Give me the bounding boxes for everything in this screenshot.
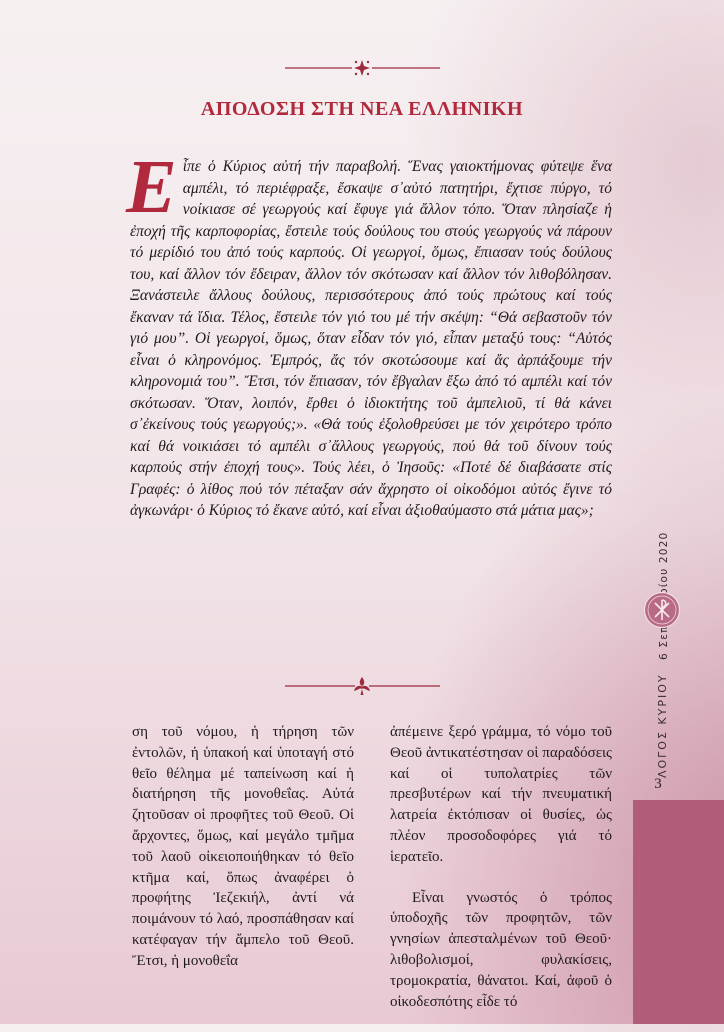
left-column-text: ση τοῦ νόμου, ἡ τήρηση τῶν ἐντολῶν, ἡ ὑπακοή καί ὑποταγή στό θεῖο θέλημα μέ ταπείνωση καί ἡ διατήρηση τῆς μονοθεΐας. Αὐτά ζητοῦσαν οἱ προφῆτες τοῦ Θεοῦ. Οἱ ἄρχοντες, ὅμως, καί μεγάλο τμῆμα τοῦ λαοῦ οἰκειοποιήθηκαν τό θεῖο κτῆμα καί, ὅπως ἀναφέρει ὁ προφήτης Ἰεζεκιήλ, ἀντί νά ποιμάνουν τό λαό, προσπάθησαν καί κατέφαγαν τήν ἄμπελο τοῦ Θεοῦ. Ἔτσι, ἡ μονοθεΐα	[132, 724, 354, 969]
left-column	[132, 722, 354, 992]
section-heading: ΑΠΟΔΟΣΗ ΣΤΗ ΝΕΑ ΕΛΛΗΝΙΚΗ	[200, 98, 524, 120]
intro-paragraph	[126, 145, 612, 522]
page-number: 3	[654, 776, 662, 792]
right-column-paragraph-2: Εἶναι γνωστός ὁ τρόπος ὑποδοχῆς τῶν προφητῶν, τῶν γνησίων ἀπεσταλμένων τοῦ Θεοῦ· λιθοβολισμοί, φυλακίσεις, τρομοκρατία, θάνατοι. Καί, ἀφοῦ ὁ οἰκοδεσπότης εἶδε τό	[390, 889, 612, 1010]
top-ornament-divider-icon	[0, 58, 724, 78]
intro-text: ἶπε ὁ Κύριος αὐτή τήν παραβολή. Ἕνας γαιοκτήμονας φύτεψε ἕνα αμπέλι, τό περιέφραξε, ἔσκαψε σ᾽αὐτό πατητήρι, ἔχτισε πύργο, τό νοίκιασε σέ γεωργούς καί ἔφυγε γιά ἄλλον τόπο. Ὅταν πλησίαζε ἡ ἐποχή τῆς καρποφορίας, ἔστειλε τούς δούλους του στούς γεωργούς νά πάρουν τό μερίδιό του ἀπό τούς καρπούς. Οἱ γεωργοί, ὅμως, ἔπιασαν τούς δούλους του, καί ἄλλον τόν ἔδειραν, ἄλλον τόν σκότωσαν καί ἄλλον τόν λιθοβόλησαν. Ξανάστειλε ἄλλους δούλους, περισσότερους ἀπό τούς πρώτους καί τούς ἔκαναν τά ἴδια. Τέλος, ἔστειλε τόν γιό του μέ τήν σκέψη: “Θά σεβαστοῦν τόν γιό μου”. Οἱ γεωργοί, ὅμως, ὅταν εἶδαν τόν γιό, εἶπαν μεταξύ τους: “Αὐτός εἶναι ὁ κληρονόμος. Ἐμπρός, ἄς τόν σκοτώσουμε καί ἄς ἀρπάξουμε τήν κληρονομιά του”. Ἔτσι, τόν ἔπιασαν, τόν ἔβγαλαν ἔξω ἀπό τό αμπέλι καί τόν σκότωσαν. Ὅταν, λοιπόν, ἔρθει ὁ ἰδιοκτήτης τοῦ ἀμπελιοῦ, τί θά κάνει σ᾽ἐκείνους τούς γεωργούς;». «Θά τούς ἐξολοθρεύσει με τόν χειρότερο τρόπο καί θά νοικιάσει τό αμπέλι σ᾽ἄλλους γεωργούς, πού θά τοῦ δίνουν τούς καρπούς στήν ἐποχή τους». Τούς λέει, ὁ Ἰησοῦς: «Ποτέ δέ διαβάσατε στίς Γραφές: ὁ λίθος πού τόν πέταξαν σάν ἄχρηστο οἱ οἰκοδόμοι αὐτός ἔγινε τό ἀγκωνάρι· ὁ Κύριος τό ἔκανε αὐτό, καί εἶναι ἀξιοθαύμαστο στά μάτια μας»;	[130, 158, 612, 519]
right-column-paragraph-1: ἀπέμεινε ξερό γράμμα, τό νόμο τοῦ Θεοῦ ἀντικατέστησαν οἱ παραδόσεις καί οἱ τυπολατρίες τῶν πρεσβυτέρων καί τήν πνευματική λατρεία ἐκτόπισαν οἱ θυσίες, ὡς πλέον προσοδοφόρες γιά τό ἱερατεῖο.	[390, 724, 612, 865]
publication-title: ΛΟΓΟΣ ΚΥΡΙΟΥ	[656, 673, 669, 778]
right-column	[390, 722, 612, 1032]
page-bar	[633, 800, 724, 1024]
middle-ornament-divider-icon	[0, 676, 724, 696]
drop-cap: Ε	[126, 145, 177, 229]
